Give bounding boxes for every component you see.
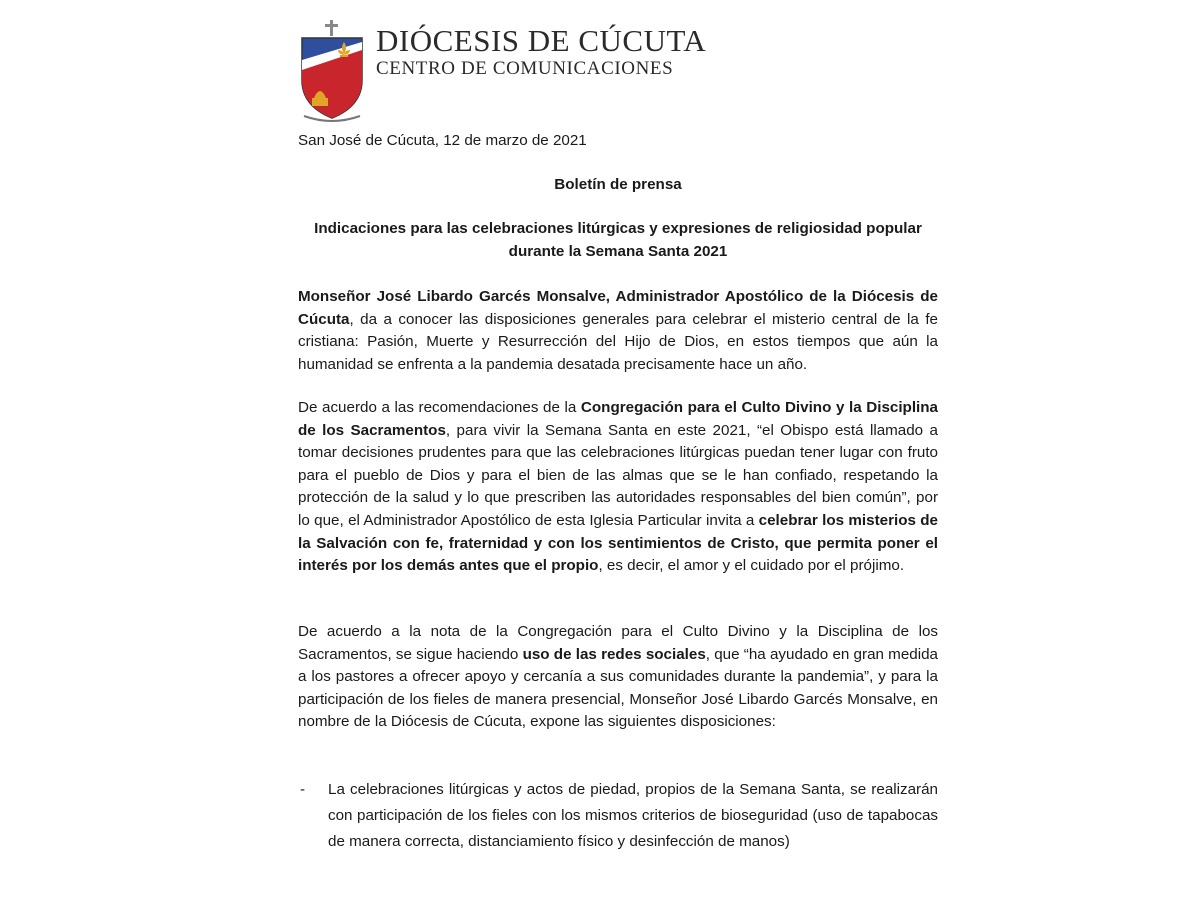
organization-name: DIÓCESIS DE CÚCUTA [376, 23, 707, 58]
list-item [298, 777, 938, 855]
bulletin-label: Boletín de prensa [554, 176, 682, 193]
date-line: San José de Cúcuta, 12 de marzo de 2021 [298, 132, 587, 149]
paragraph-1 [298, 286, 938, 376]
p2-bold-1: Congregación para el Culto Divino y la Disciplina de los Sacramentos [298, 399, 938, 439]
p2-text-2: , para vivir la Semana Santa en este 2021, “el Obispo está llamado a tomar decisiones prudentes para que las celebraciones litúrgicas puedan tener lugar con fruto para el pueblo de Dios y para el bien de las almas que se le han confiado, respetando la protección de la salud y lo que prescriben las autoridades responsables del bien común”, por lo que, el Administrador Apostólico de esta Iglesia Particular invita a [298, 421, 938, 529]
p1-bold-1: Monseñor José Libardo Garcés Monsalve, Administrador Apostólico de la Diócesis de Cúcuta [298, 288, 938, 328]
diocese-coat-of-arms-icon [296, 18, 368, 128]
paragraph-2 [298, 397, 938, 578]
p3-text-2: , que “ha ayudado en gran medida a los pastores a ofrecer apoyo y cercanía a sus comunidades durante la pandemia”, y para la participación de los fieles de manera presencial, Monseñor José Libardo Garcés Monsalve, en nombre de la Diócesis de Cúcuta, expone las siguientes disposiciones: [298, 645, 938, 731]
letterhead [376, 24, 706, 79]
bullet-text: La celebraciones litúrgicas y actos de piedad, propios de la Semana Santa, se realizarán con participación de los fieles con los mismos criterios de bioseguridad (uso de tapabocas de manera correcta, distanciamiento físico y desinfección de manos) [328, 781, 938, 850]
department-name: CENTRO DE COMUNICACIONES [376, 58, 674, 79]
document-headline: Indicaciones para las celebraciones litúrgicas y expresiones de religiosidad popular durante la Semana Santa 2021 [314, 220, 922, 260]
p2-bold-2: celebrar los misterios de la Salvación con fe, fraternidad y con los sentimientos de Cristo, que permita poner el interés por los demás antes que el propio [298, 511, 938, 575]
bullet-marker: - [300, 781, 306, 798]
p2-text-1: De acuerdo a las recomendaciones de la [298, 399, 581, 416]
paragraph-3 [298, 621, 938, 734]
p1-text-1: , da a conocer las disposiciones generales para celebrar el misterio central de la fe cristiana: Pasión, Muerte y Resurrección del Hijo de Dios, en estos tiempos que aún la humanidad se enfrenta a la pandemia desatada precisamente hace un año. [298, 310, 938, 373]
p3-bold-1: uso de las redes sociales [522, 645, 706, 663]
p3-text-1: De acuerdo a la nota de la Congregación para el Culto Divino y la Disciplina de los Sacramentos, se sigue haciendo [298, 623, 938, 663]
p2-text-3: , es decir, el amor y el cuidado por el prójimo. [598, 557, 905, 575]
